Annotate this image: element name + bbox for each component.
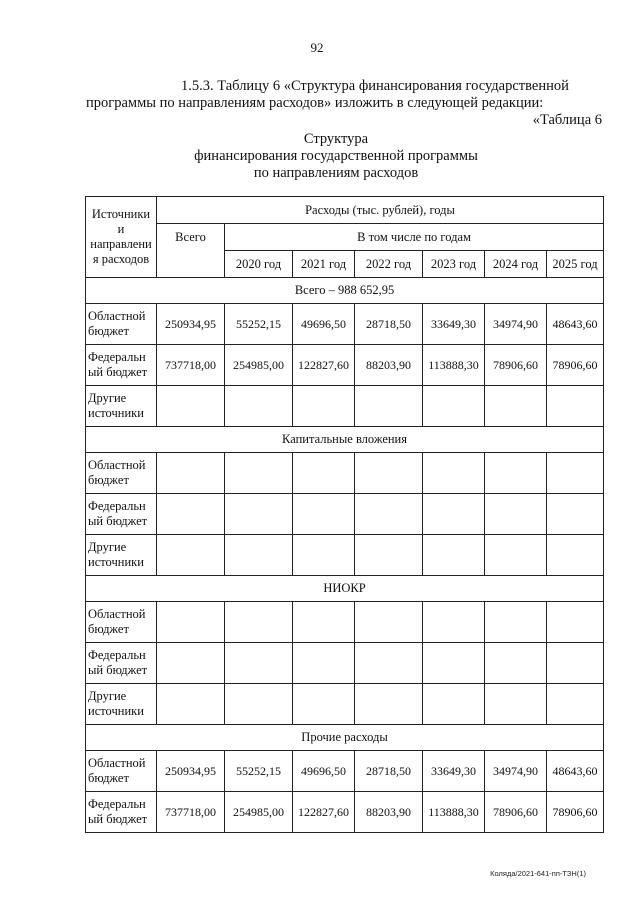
cell-year-value: 78906,60	[547, 792, 604, 833]
cell-year-value	[423, 453, 485, 494]
cell-total	[157, 494, 225, 535]
cell-year-value	[485, 535, 547, 576]
cell-year-value	[355, 386, 423, 427]
cell-year-value	[485, 494, 547, 535]
funding-structure-table	[85, 196, 604, 833]
table-row	[86, 345, 604, 386]
cell-year-value	[225, 494, 293, 535]
cell-year-value	[225, 453, 293, 494]
cell-year-value	[293, 494, 355, 535]
cell-year-value: 28718,50	[355, 751, 423, 792]
table-row	[86, 643, 604, 684]
cell-year-value: 78906,60	[485, 345, 547, 386]
cell-year-value	[225, 386, 293, 427]
cell-year-value	[225, 643, 293, 684]
cell-year-value	[423, 602, 485, 643]
cell-year-value	[423, 684, 485, 725]
cell-year-value	[423, 386, 485, 427]
cell-year-value: 34974,90	[485, 751, 547, 792]
section-row	[86, 427, 604, 453]
header-year: 2023 год	[423, 251, 485, 278]
table-row	[86, 602, 604, 643]
cell-year-value	[547, 535, 604, 576]
cell-year-value: 55252,15	[225, 751, 293, 792]
row-label: Областной бюджет	[86, 751, 157, 792]
section-title: Капитальные вложения	[86, 427, 604, 453]
cell-year-value	[485, 602, 547, 643]
cell-year-value: 34974,90	[485, 304, 547, 345]
table-title-line-3: по направлениям расходов	[253, 165, 419, 181]
intro-line-2: программы по направлениям расходов» изложить в следующей редакции:	[86, 95, 544, 111]
cell-year-value	[547, 386, 604, 427]
section-title: НИОКР	[86, 576, 604, 602]
cell-year-value: 33649,30	[423, 304, 485, 345]
table-row	[86, 386, 604, 427]
cell-year-value: 254985,00	[225, 345, 293, 386]
cell-year-value: 48643,60	[547, 304, 604, 345]
cell-year-value	[225, 602, 293, 643]
section-row	[86, 278, 604, 304]
section-row	[86, 576, 604, 602]
cell-year-value	[293, 386, 355, 427]
cell-year-value: 113888,30	[423, 792, 485, 833]
header-sources: Источники и направлени я расходов	[86, 197, 157, 278]
cell-year-value	[547, 684, 604, 725]
cell-year-value: 28718,50	[355, 304, 423, 345]
cell-year-value: 33649,30	[423, 751, 485, 792]
cell-year-value	[547, 602, 604, 643]
cell-year-value	[293, 535, 355, 576]
cell-total	[157, 453, 225, 494]
header-total: Всего	[157, 224, 225, 278]
cell-year-value	[423, 494, 485, 535]
cell-year-value	[225, 535, 293, 576]
row-label: Федеральн ый бюджет	[86, 643, 157, 684]
table-row	[86, 535, 604, 576]
cell-total: 250934,95	[157, 751, 225, 792]
cell-year-value	[225, 684, 293, 725]
table-row	[86, 494, 604, 535]
row-label: Областной бюджет	[86, 304, 157, 345]
cell-year-value: 88203,90	[355, 792, 423, 833]
cell-year-value	[423, 643, 485, 684]
cell-total	[157, 643, 225, 684]
cell-year-value	[485, 684, 547, 725]
header-year: 2024 год	[485, 251, 547, 278]
table-row	[86, 304, 604, 345]
cell-year-value: 254985,00	[225, 792, 293, 833]
cell-total	[157, 386, 225, 427]
table-row	[86, 751, 604, 792]
row-label: Другие источники	[86, 684, 157, 725]
cell-year-value	[355, 494, 423, 535]
cell-year-value: 78906,60	[485, 792, 547, 833]
header-year: 2020 год	[225, 251, 293, 278]
header-expenses: Расходы (тыс. рублей), годы	[157, 197, 604, 224]
table-row	[86, 453, 604, 494]
section-title: Всего – 988 652,95	[86, 278, 604, 304]
cell-year-value	[355, 684, 423, 725]
row-label: Федеральн ый бюджет	[86, 494, 157, 535]
header-by-years: В том числе по годам	[225, 224, 604, 251]
table-caption: «Таблица 6	[532, 112, 602, 128]
cell-year-value: 122827,60	[293, 792, 355, 833]
section-title: Прочие расходы	[86, 725, 604, 751]
cell-year-value	[485, 453, 547, 494]
cell-year-value	[355, 453, 423, 494]
row-label: Другие источники	[86, 535, 157, 576]
cell-total	[157, 535, 225, 576]
cell-year-value: 78906,60	[547, 345, 604, 386]
cell-year-value: 122827,60	[293, 345, 355, 386]
cell-year-value	[355, 643, 423, 684]
page-number: 92	[310, 40, 324, 55]
cell-year-value	[547, 453, 604, 494]
intro-line-1: 1.5.3. Таблицу 6 «Структура финансирования государственной	[181, 78, 569, 94]
cell-total: 250934,95	[157, 304, 225, 345]
cell-year-value	[293, 684, 355, 725]
row-label: Федеральн ый бюджет	[86, 792, 157, 833]
table-row	[86, 684, 604, 725]
header-year: 2022 год	[355, 251, 423, 278]
cell-total: 737718,00	[157, 792, 225, 833]
cell-year-value	[355, 535, 423, 576]
header-year: 2021 год	[293, 251, 355, 278]
cell-year-value	[547, 643, 604, 684]
cell-total: 737718,00	[157, 345, 225, 386]
table-title-line-1: Структура	[303, 131, 369, 147]
cell-year-value	[293, 643, 355, 684]
cell-total	[157, 684, 225, 725]
table-title-line-2: финансирования государственной программы	[194, 148, 478, 164]
header-year: 2025 год	[547, 251, 604, 278]
cell-year-value: 49696,50	[293, 751, 355, 792]
cell-year-value	[547, 494, 604, 535]
cell-year-value: 48643,60	[547, 751, 604, 792]
row-label: Федеральн ый бюджет	[86, 345, 157, 386]
cell-total	[157, 602, 225, 643]
cell-year-value: 88203,90	[355, 345, 423, 386]
cell-year-value: 49696,50	[293, 304, 355, 345]
cell-year-value	[293, 453, 355, 494]
cell-year-value	[423, 535, 485, 576]
section-row	[86, 725, 604, 751]
cell-year-value	[485, 643, 547, 684]
row-label: Областной бюджет	[86, 453, 157, 494]
table-row	[86, 792, 604, 833]
row-label: Областной бюджет	[86, 602, 157, 643]
cell-year-value: 113888,30	[423, 345, 485, 386]
cell-year-value	[355, 602, 423, 643]
cell-year-value: 55252,15	[225, 304, 293, 345]
document-stamp: Коляда/2021-641-пп-ТЗН(1)	[490, 869, 586, 878]
cell-year-value	[485, 386, 547, 427]
cell-year-value	[293, 602, 355, 643]
row-label: Другие источники	[86, 386, 157, 427]
